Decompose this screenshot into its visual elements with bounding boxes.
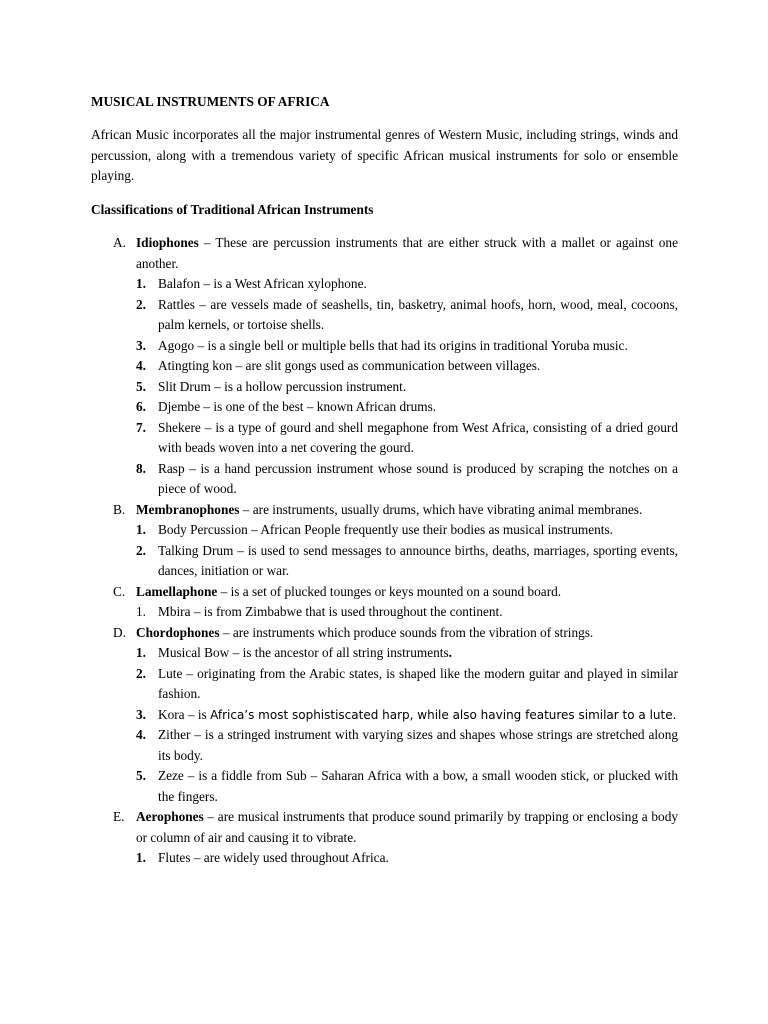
item-text: Zeze – is a fiddle from Sub – Saharan Africa with a bow, a small wooden stick, or plucked with the fingers. [158, 768, 678, 804]
item-text: Balafon – is a West African xylophone. [158, 276, 367, 291]
list-item [136, 664, 678, 705]
item-number: 4. [136, 727, 146, 742]
class-idiophones [0, 233, 678, 500]
instrument-list [136, 848, 678, 869]
document-title: MUSICAL INSTRUMENTS OF AFRICA [91, 94, 330, 109]
instrument-list [136, 274, 678, 500]
list-item [136, 336, 678, 357]
item-number: 3. [136, 337, 146, 353]
list-item [136, 848, 678, 869]
list-item [136, 520, 678, 541]
list-item [136, 705, 678, 726]
item-number: 1. [136, 604, 146, 619]
item-number: 3. [136, 706, 146, 722]
item-text: Slit Drum – is a hollow percussion instrument. [158, 378, 407, 394]
item-text-tail: . [448, 645, 452, 660]
item-text: Zither – is a stringed instrument with varying sizes and shapes whose strings are stretched along its body. [158, 727, 678, 763]
item-text: Lute – originating from the Arabic states, is shaped like the modern guitar and played in similar fashion. [158, 665, 678, 701]
class-description: – are instruments, usually drums, which have vibrating animal membranes. [239, 501, 643, 517]
item-text: Rattles – are vessels made of seashells, tin, basketry, animal hoofs, horn, wood, meal, cocoons, palm kernels, or tortoise shells. [158, 296, 678, 332]
item-number: 2. [136, 665, 146, 681]
class-description: – is a set of plucked tounges or keys mounted on a sound board. [217, 583, 562, 599]
item-text: Djembe – is one of the best – known African drums. [158, 399, 437, 414]
class-letter: D. [113, 624, 126, 640]
item-text-continued: Africa’s most sophistiscated harp, while also having features similar to a lute. [210, 707, 677, 722]
class-lamellaphone [0, 582, 678, 623]
class-name: Chordophones [136, 624, 220, 640]
item-number: 1. [136, 276, 146, 291]
class-description: – These are percussion instruments that are either struck with a mallet or against one another. [136, 235, 678, 271]
item-text: Shekere – is a type of gourd and shell megaphone from West Africa, consisting of a dried gourd with beads woven into a net covering the gourd. [158, 419, 678, 455]
item-number: 5. [136, 768, 146, 783]
item-number: 7. [136, 419, 146, 435]
class-letter: B. [113, 501, 126, 517]
class-name: Lamellaphone [136, 583, 218, 599]
list-item [136, 397, 678, 418]
list-item [136, 418, 678, 459]
instrument-list [136, 602, 678, 623]
class-name: Idiophones [136, 235, 199, 250]
item-text: Mbira – is from Zimbabwe that is used throughout the continent. [158, 604, 503, 619]
item-number: 1. [136, 850, 146, 865]
item-text: Agogo – is a single bell or multiple bells that had its origins in traditional Yoruba music. [158, 337, 628, 353]
item-number: 1. [136, 645, 146, 660]
section-subtitle: Classifications of Traditional African Instruments [91, 202, 374, 217]
list-item [136, 295, 678, 336]
class-letter: A. [113, 235, 126, 250]
class-letter: E. [113, 809, 125, 824]
item-text: Kora – is [158, 706, 211, 722]
class-name: Membranophones [136, 501, 240, 517]
list-item [136, 274, 678, 295]
item-number: 4. [136, 358, 146, 373]
item-text: Rasp – is a hand percussion instrument whose sound is produced by scraping the notches on a piece of wood. [158, 460, 678, 496]
list-item [136, 602, 678, 623]
list-item [136, 459, 678, 500]
item-number: 5. [136, 378, 146, 394]
class-description: – are instruments which produce sounds from the vibration of strings. [219, 624, 594, 640]
intro-paragraph: African Music incorporates all the major instrumental genres of Western Music, including strings, winds and percussion, along with a tremendous variety of specific African musical instruments for solo or ensemble playing. [91, 127, 678, 183]
list-item [136, 766, 678, 807]
item-number: 8. [136, 460, 146, 476]
classification-list [0, 233, 768, 869]
item-text: Musical Bow – is the ancestor of all string instruments [158, 645, 449, 660]
class-aerophones [0, 807, 678, 869]
item-text: Flutes – are widely used throughout Africa. [158, 850, 389, 865]
list-item [136, 356, 678, 377]
class-description: – are musical instruments that produce sound primarily by trapping or enclosing a body or column of air and causing it to vibrate. [136, 809, 678, 845]
item-number: 2. [136, 296, 146, 312]
list-item [136, 541, 678, 582]
instrument-list [136, 643, 678, 807]
item-text: Body Percussion – African People frequently use their bodies as musical instruments. [158, 522, 613, 537]
list-item [136, 377, 678, 398]
class-name: Aerophones [136, 809, 204, 824]
class-chordophones [0, 623, 678, 808]
instrument-list [136, 520, 678, 582]
class-membranophones [0, 500, 678, 582]
item-number: 1. [136, 522, 146, 537]
item-number: 2. [136, 542, 146, 558]
list-item [136, 725, 678, 766]
item-number: 6. [136, 399, 146, 414]
item-text: Talking Drum – is used to send messages to announce births, deaths, marriages, sporting events, dances, initiation or war. [158, 542, 678, 578]
list-item [136, 643, 678, 664]
item-text: Atingting kon – are slit gongs used as communication between villages. [158, 358, 541, 373]
class-letter: C. [113, 583, 126, 599]
